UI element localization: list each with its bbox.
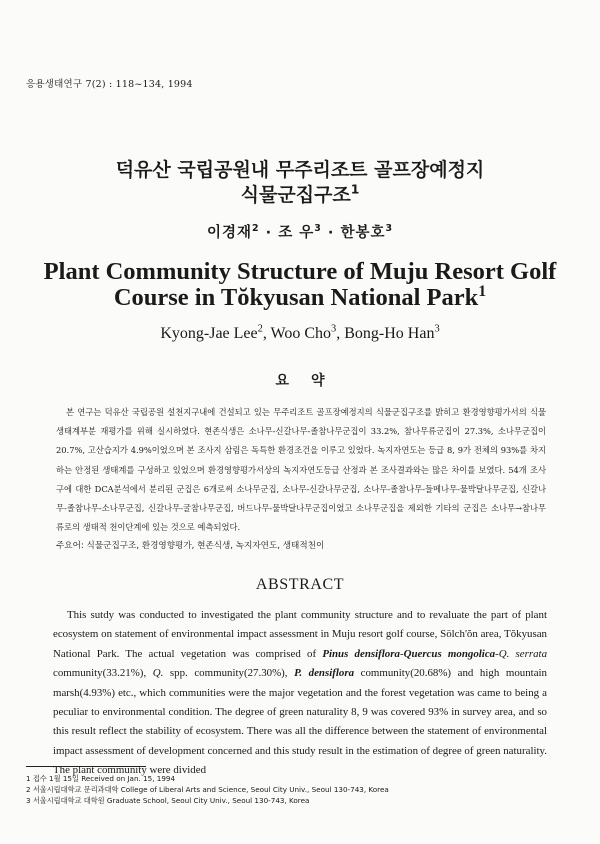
english-author-affiliation: 2 — [257, 323, 263, 335]
korean-abstract-heading: 요약 — [275, 373, 347, 389]
english-title-footnote-mark: 1 — [478, 282, 487, 300]
korean-author-name: 한봉호 — [340, 225, 386, 241]
english-author-name: Bong-Ho Han — [344, 325, 435, 342]
author-separator: · — [265, 225, 273, 241]
species-name: Q. serrata — [498, 647, 548, 660]
abstract-run: - — [399, 647, 404, 660]
abstract-run: - — [495, 647, 499, 660]
korean-author-name: 조 우 — [278, 225, 315, 241]
species-name: P. densiflora — [294, 667, 355, 680]
korean-abstract-text: 본 연구는 덕유산 국립공원 설천지구내에 건설되고 있는 무주리조트 골프장예정지의 식물군집구조를 밝히고 환경영향평가서의 식물생태계부분 재평가를 위해 실시하였다. 현존식생은 소나무-신갈나무-졸참나무군집이 33.2%, 참나무류군집이 27.3%, 소나무군집이 20.7%, 고산습지가 4.9%이었으며 본 조사지 삼림은 독특한 환경조건을 이루고 있었다. 녹지자연도는 등급 8, 9가 전체의 93%를 차지하는 안정된 생태계를 구성하고 있었으며 환경영향평가서상의 녹지자연도등급 산정과 본 조사결과와는 많은 차이를 보였다. 54개 조사구에 대한 DCA분석에서 분리된 군집은 6개로써 소나무군집, 소나무-신갈나무군집, 소나무-졸참나무-들메나무-물박달나무군집, 신갈나무-졸참나무-소나무군집, 신갈나무-굴참나무군집, 버드나무-물박달나무군집이었고 소나무군집을 제외한 기타의 군집은 소나무→참나무류로의 생태적 천이단계에 있는 것으로 예측되었다. — [56, 407, 546, 533]
keywords-label: 주요어: — [56, 541, 84, 551]
english-authors: Kyong-Jae Lee$^2$, Woo Cho$^3$, Bong-Ho Han$^3$ — [160, 323, 440, 342]
footnotes — [26, 773, 586, 807]
footnote-3: 3 서울시립대학교 대학원 Graduate School, Seoul City Univ., Seoul 130-743, Korea — [26, 796, 310, 806]
abstract-run: community(33.21%), — [53, 667, 153, 680]
english-title-line2-text: Course in Tŏkyusan National Park — [113, 284, 479, 311]
korean-author-name: 이경재 — [206, 225, 252, 241]
korean-author-affiliation: 3 — [385, 223, 394, 235]
species-name: Q. — [152, 667, 164, 680]
footnote-divider — [26, 766, 146, 767]
korean-author-affiliation: 3 — [314, 223, 322, 235]
species-name: Pinus densiflora — [322, 647, 400, 660]
korean-title-footnote-mark: 1 — [350, 182, 360, 197]
korean-title-line2 — [0, 180, 600, 207]
english-author-affiliation: 3 — [331, 323, 337, 335]
english-abstract-text — [53, 606, 547, 781]
korean-author-affiliation: 2 — [252, 223, 260, 235]
species-name: Quercus mongolica — [403, 647, 496, 660]
keywords-list: 식물군집구조, 환경영향평가, 현존식생, 녹지자연도, 생태적천이 — [86, 541, 325, 551]
author-separator: · — [327, 225, 335, 241]
english-author-affiliation: 3 — [434, 323, 440, 335]
abstract-run: community(20.68%) and high mountain marsh(4.93%) etc., which communities were the major vegetation and the forest vegetation was came to being a peculiar to environmental condition. The degree of green naturality 8, 9 was covered 93% in survey area, and so this result reflect the stability of ecosystem. There was all the difference between the statement of environmental impact assessment of development concerned and this study result in the estimation of degree of green naturality. The plant community were divided — [53, 667, 548, 777]
korean-title-line1: 덕유산 국립공원내 무주리조트 골프장예정지 — [115, 159, 485, 181]
abstract-heading: ABSTRACT — [255, 576, 345, 593]
keywords — [56, 539, 556, 551]
english-title-line1: Plant Community Structure of Muju Resort Golf — [43, 258, 557, 285]
english-author-name: Woo Cho — [270, 325, 332, 342]
korean-abstract — [56, 403, 546, 537]
english-author-name: Kyong-Jae Lee — [160, 325, 258, 342]
journal-citation: 응용생태연구 7(2) : 118~134, 1994 — [26, 79, 193, 90]
english-title-line2 — [0, 284, 600, 312]
abstract-run: spp. community(27.30%), — [163, 667, 295, 680]
korean-authors — [0, 221, 600, 242]
korean-title-line2-text: 식물군집구조 — [240, 184, 351, 206]
footnote-1: 1 접수 1월 15일 Received on Jan. 15, 1994 — [26, 774, 176, 783]
english-abstract — [53, 606, 547, 781]
footnote-2: 2 서울시립대학교 문리과대학 College of Liberal Arts and Science, Seoul City Univ., Seoul 130-743, Korea — [26, 785, 389, 795]
abstract-run: This sutdy was conducted to investigated the plant community structure and to revaluate the part of plant ecosystem on statement of environmental impact assessment in Muju resort golf course, Sölch'ŏn area, Tŏkyusan National Park. The actual vegetation was comprised of — [53, 609, 547, 660]
